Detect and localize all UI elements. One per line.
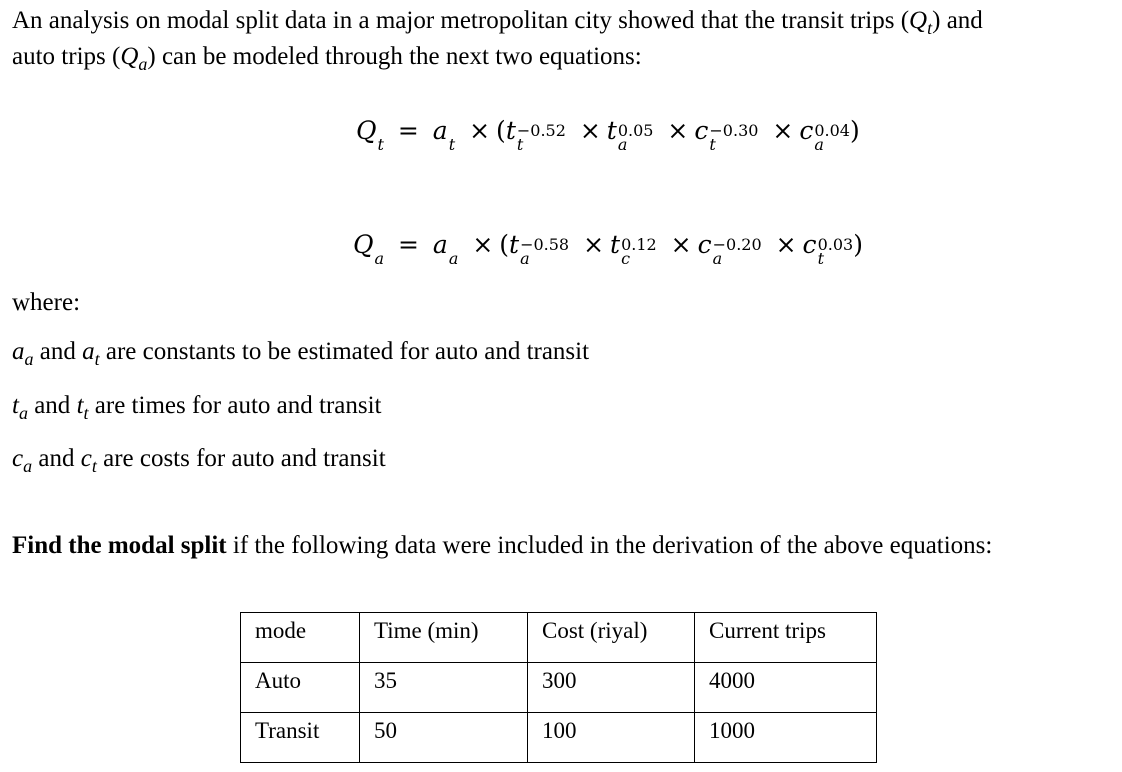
cell-time: 50 bbox=[360, 713, 528, 763]
eq1-open-paren: ( bbox=[496, 116, 506, 145]
eq2-term-1: t −0.58 a bbox=[509, 230, 570, 268]
table-row bbox=[241, 713, 877, 763]
qt-symbol: Q bbox=[909, 7, 928, 34]
equation-auto bbox=[353, 232, 863, 276]
eq1-equals: = bbox=[397, 116, 419, 145]
eq2-times-2: × bbox=[670, 230, 692, 259]
qa-symbol: Q bbox=[120, 43, 139, 70]
cell-mode: Auto bbox=[241, 663, 360, 713]
cell-cost: 300 bbox=[528, 663, 695, 713]
table-header-row bbox=[241, 613, 877, 663]
eq2-close-paren: ) bbox=[853, 230, 863, 259]
eq2-term-4: c 0.03 t bbox=[802, 230, 854, 268]
task-statement bbox=[12, 533, 992, 558]
eq1-term-2: t 0.05 a bbox=[606, 116, 654, 154]
cell-time: 35 bbox=[360, 663, 528, 713]
eq2-term-3: c −0.20 a bbox=[697, 230, 762, 268]
task-bold: Find the modal split bbox=[12, 532, 227, 559]
eq2-lhs: Q bbox=[353, 230, 374, 259]
intro-line-1-end: ) and bbox=[932, 7, 983, 34]
eq2-equals: = bbox=[398, 230, 419, 259]
data-table bbox=[240, 612, 877, 763]
eq1-times-1: × bbox=[579, 116, 601, 145]
eq1-coef: a bbox=[432, 116, 448, 145]
qt-subscript: t bbox=[927, 17, 933, 38]
header-trips: Current trips bbox=[695, 613, 877, 663]
intro-line-1-text: An analysis on modal split data in a major metropolitan city showed that the transit trips ( bbox=[12, 7, 910, 34]
header-time: Time (min) bbox=[360, 613, 528, 663]
eq2-times-0: × bbox=[472, 230, 494, 259]
intro-line-2 bbox=[12, 44, 642, 73]
eq1-times-2: × bbox=[667, 116, 689, 145]
definition-constants: $a_a$ and $a_t$ are constants to be estimated for auto and transit bbox=[12, 338, 590, 369]
eq2-lhs-sub: a bbox=[374, 248, 385, 268]
eq1-times-0: × bbox=[469, 116, 491, 145]
definition-times: $t_a$ and $t_t$ are times for auto and transit bbox=[12, 392, 382, 423]
intro-line-1 bbox=[12, 8, 983, 37]
cell-trips: 4000 bbox=[695, 663, 877, 713]
header-mode: mode bbox=[241, 613, 360, 663]
table-row bbox=[241, 663, 877, 713]
definition-costs: $c_a$ and $c_t$ are costs for auto and transit bbox=[12, 445, 386, 476]
eq2-times-3: × bbox=[775, 230, 797, 259]
eq2-times-1: × bbox=[583, 230, 605, 259]
eq2-coef-sub: a bbox=[448, 248, 459, 268]
task-rest: if the following data were included in the derivation of the above equations: bbox=[226, 532, 993, 559]
header-cost: Cost (riyal) bbox=[528, 613, 695, 663]
qa-subscript: a bbox=[138, 53, 148, 74]
cell-mode: Transit bbox=[241, 713, 360, 763]
eq1-term-3: c −0.30 t bbox=[694, 116, 759, 154]
intro-line-2-end: ) can be modeled through the next two equations: bbox=[147, 43, 642, 70]
eq1-times-3: × bbox=[772, 116, 794, 145]
eq1-term-1: t −0.52 t bbox=[505, 116, 566, 154]
equation-transit bbox=[356, 118, 860, 162]
eq2-open-paren: ( bbox=[499, 230, 510, 259]
eq2-coef: a bbox=[432, 230, 448, 259]
eq1-lhs: Q bbox=[356, 116, 377, 145]
eq1-coef-sub: t bbox=[448, 134, 456, 154]
cell-cost: 100 bbox=[528, 713, 695, 763]
intro-line-2-text: auto trips ( bbox=[12, 43, 121, 70]
where-label: where: bbox=[12, 289, 81, 316]
eq1-term-4: c 0.04 a bbox=[799, 116, 850, 154]
eq1-lhs-sub: t bbox=[377, 134, 384, 154]
eq2-term-2: t 0.12 c bbox=[610, 230, 657, 268]
cell-trips: 1000 bbox=[695, 713, 877, 763]
eq1-close-paren: ) bbox=[849, 116, 860, 145]
